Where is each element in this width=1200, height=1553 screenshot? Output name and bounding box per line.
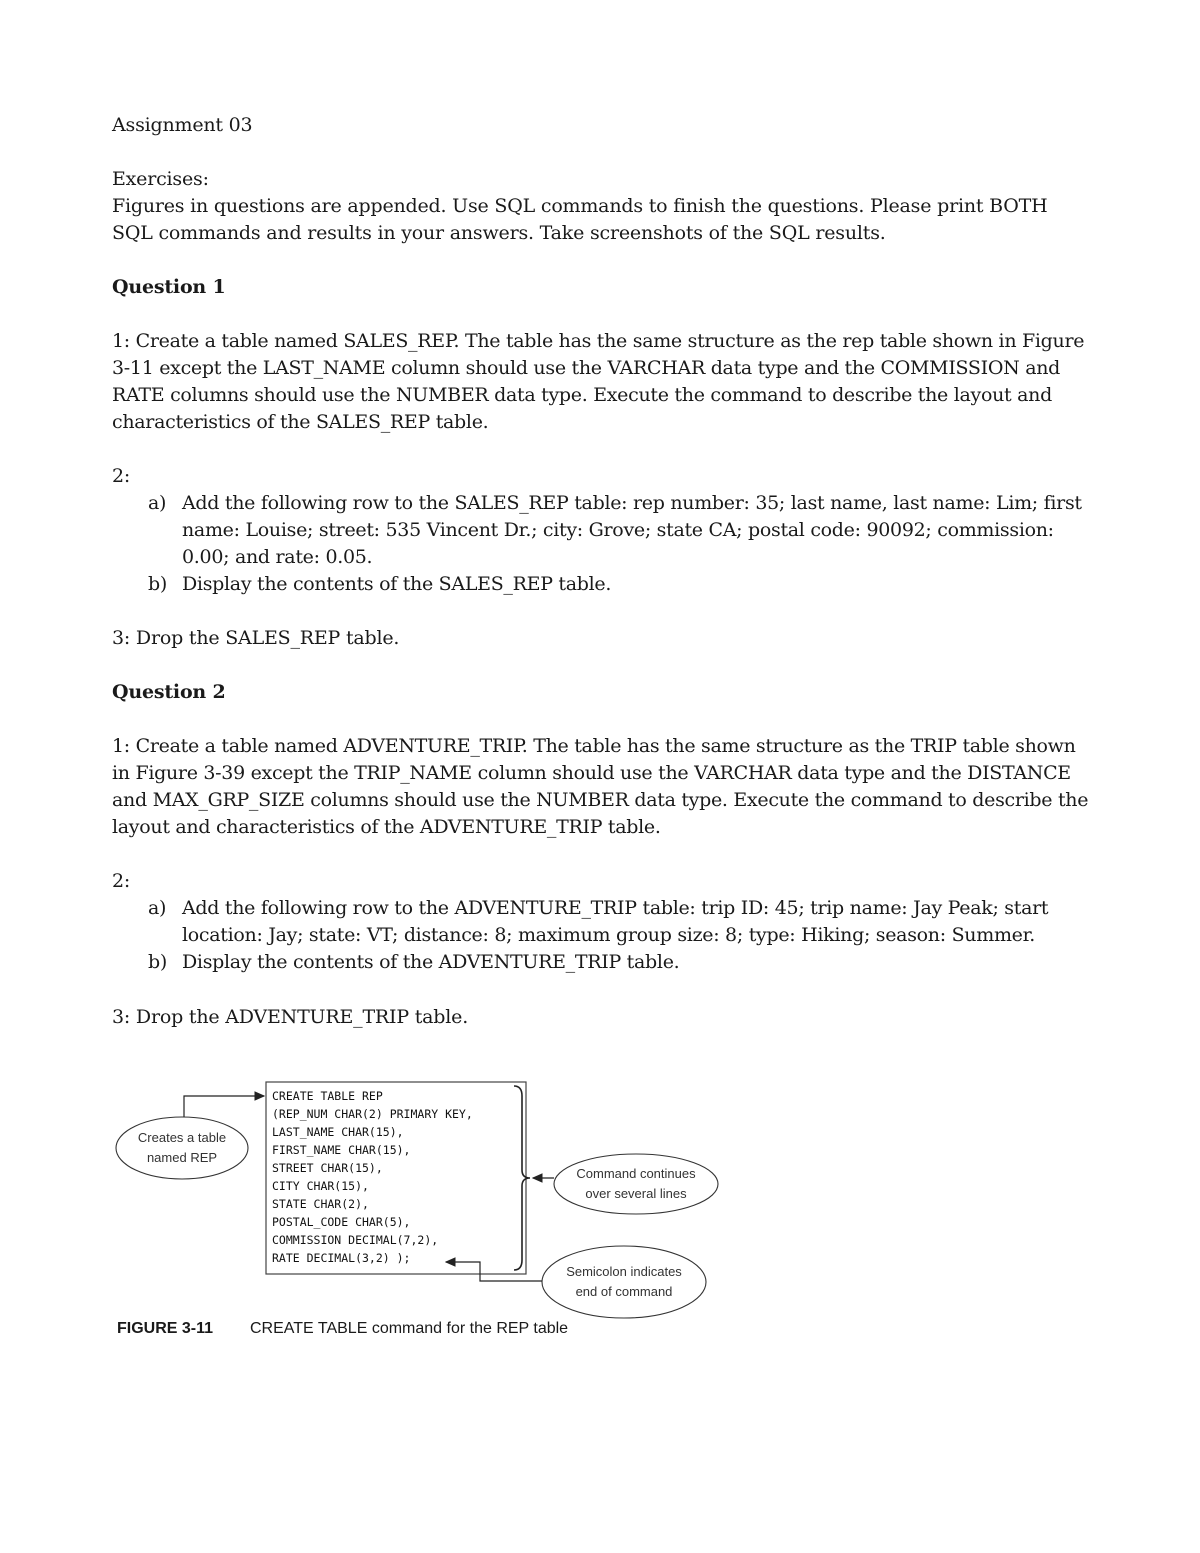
question-1-item-1: 1: Create a table named SALES_REP. The table has the same structure as the rep table shown in Figure 3-11 except the LAST_NAME column should use the VARCHAR data type and the COMMISSION and RATE columns should use the NUMBER data type. Execute the command to describe the layout and characteristics of the SALES_REP table. <box>112 330 1085 433</box>
code-line: CITY CHAR(15), <box>272 1179 369 1193</box>
callout-left-line-2: named REP <box>146 1150 218 1165</box>
list-marker: b) <box>148 951 167 973</box>
code-line: CREATE TABLE REP <box>272 1089 383 1103</box>
question-2-item-1: 1: Create a table named ADVENTURE_TRIP. The table has the same structure as the TRIP table shown in Figure 3-39 except the TRIP_NAME column should use the VARCHAR data type and the DISTANCE and MAX_GRP_SIZE columns should use the NUMBER data type. Execute the command to describe the layout and characteristics of the ADVENTURE_TRIP table. <box>112 735 1089 838</box>
code-line: COMMISSION DECIMAL(7,2), <box>272 1233 439 1247</box>
question-1-heading: Question 1 <box>112 276 226 298</box>
callout-right-top-line-1: Command continues <box>576 1166 696 1181</box>
callout-right-bottom-line-2: end of command <box>575 1284 673 1299</box>
list-marker: a) <box>148 492 167 514</box>
callout-left-line-1: Creates a table <box>137 1130 227 1145</box>
figure-caption-label <box>117 1320 213 1338</box>
callout-right-top-ellipse <box>554 1154 718 1214</box>
callout-right-bottom-line-1: Semicolon indicates <box>566 1264 682 1279</box>
code-line: STATE CHAR(2), <box>272 1197 369 1211</box>
callout-left-arrow <box>184 1096 264 1117</box>
callout-right-top-line-2: over several lines <box>585 1186 687 1201</box>
list-item <box>148 949 1098 976</box>
code-line: POSTAL_CODE CHAR(5), <box>272 1215 411 1229</box>
question-1-item-2b: Display the contents of the SALES_REP table. <box>182 573 612 595</box>
question-2-sublist <box>148 895 1098 976</box>
list-marker: b) <box>148 573 167 595</box>
exercises-heading: Exercises: <box>112 168 209 190</box>
question-1-item-2-label: 2: <box>112 465 131 487</box>
question-1-sublist <box>148 490 1098 598</box>
code-line: RATE DECIMAL(3,2) ); <box>272 1251 411 1265</box>
question-2-heading: Question 2 <box>112 681 226 703</box>
assignment-title: Assignment 03 <box>112 114 253 136</box>
question-2-item-3: 3: Drop the ADVENTURE_TRIP table. <box>112 1006 469 1028</box>
code-line: STREET CHAR(15), <box>272 1161 383 1175</box>
list-marker: a) <box>148 897 167 919</box>
callout-right-bottom-ellipse <box>542 1246 706 1318</box>
question-2-item-2a: Add the following row to the ADVENTURE_TRIP table: trip ID: 45; trip name: Jay Peak; start location: Jay; state: VT; distance: 8; maximum group size: 8; type: Hiking; season: Summer. <box>182 897 1049 946</box>
figure-caption-label-text: FIGURE 3-11 <box>117 1320 214 1337</box>
figure-caption-text: CREATE TABLE command for the REP table <box>250 1320 569 1337</box>
callout-left-ellipse <box>116 1117 248 1179</box>
intro-line-2: SQL commands and results in your answers. Take screenshots of the SQL results. <box>112 222 886 244</box>
intro-line-1: Figures in questions are appended. Use SQL commands to finish the questions. Please print BOTH <box>112 195 1048 217</box>
question-1-item-3: 3: Drop the SALES_REP table. <box>112 627 400 649</box>
code-line: FIRST_NAME CHAR(15), <box>272 1143 411 1157</box>
list-item <box>148 490 1098 571</box>
question-2-item-2-label: 2: <box>112 870 131 892</box>
list-item <box>148 895 1098 949</box>
question-1-item-2a: Add the following row to the SALES_REP table: rep number: 35; last name, last name: Lim; first name: Louise; street: 535 Vincent Dr.; city: Grove; state CA; postal code: 90092; commission: 0.00; and rate: 0.05. <box>182 492 1082 568</box>
code-line: LAST_NAME CHAR(15), <box>272 1125 404 1139</box>
question-2-item-2b: Display the contents of the ADVENTURE_TRIP table. <box>182 951 680 973</box>
code-line: (REP_NUM CHAR(2) PRIMARY KEY, <box>272 1107 473 1121</box>
list-item <box>148 571 1098 598</box>
figure-3-11 <box>110 1058 730 1358</box>
